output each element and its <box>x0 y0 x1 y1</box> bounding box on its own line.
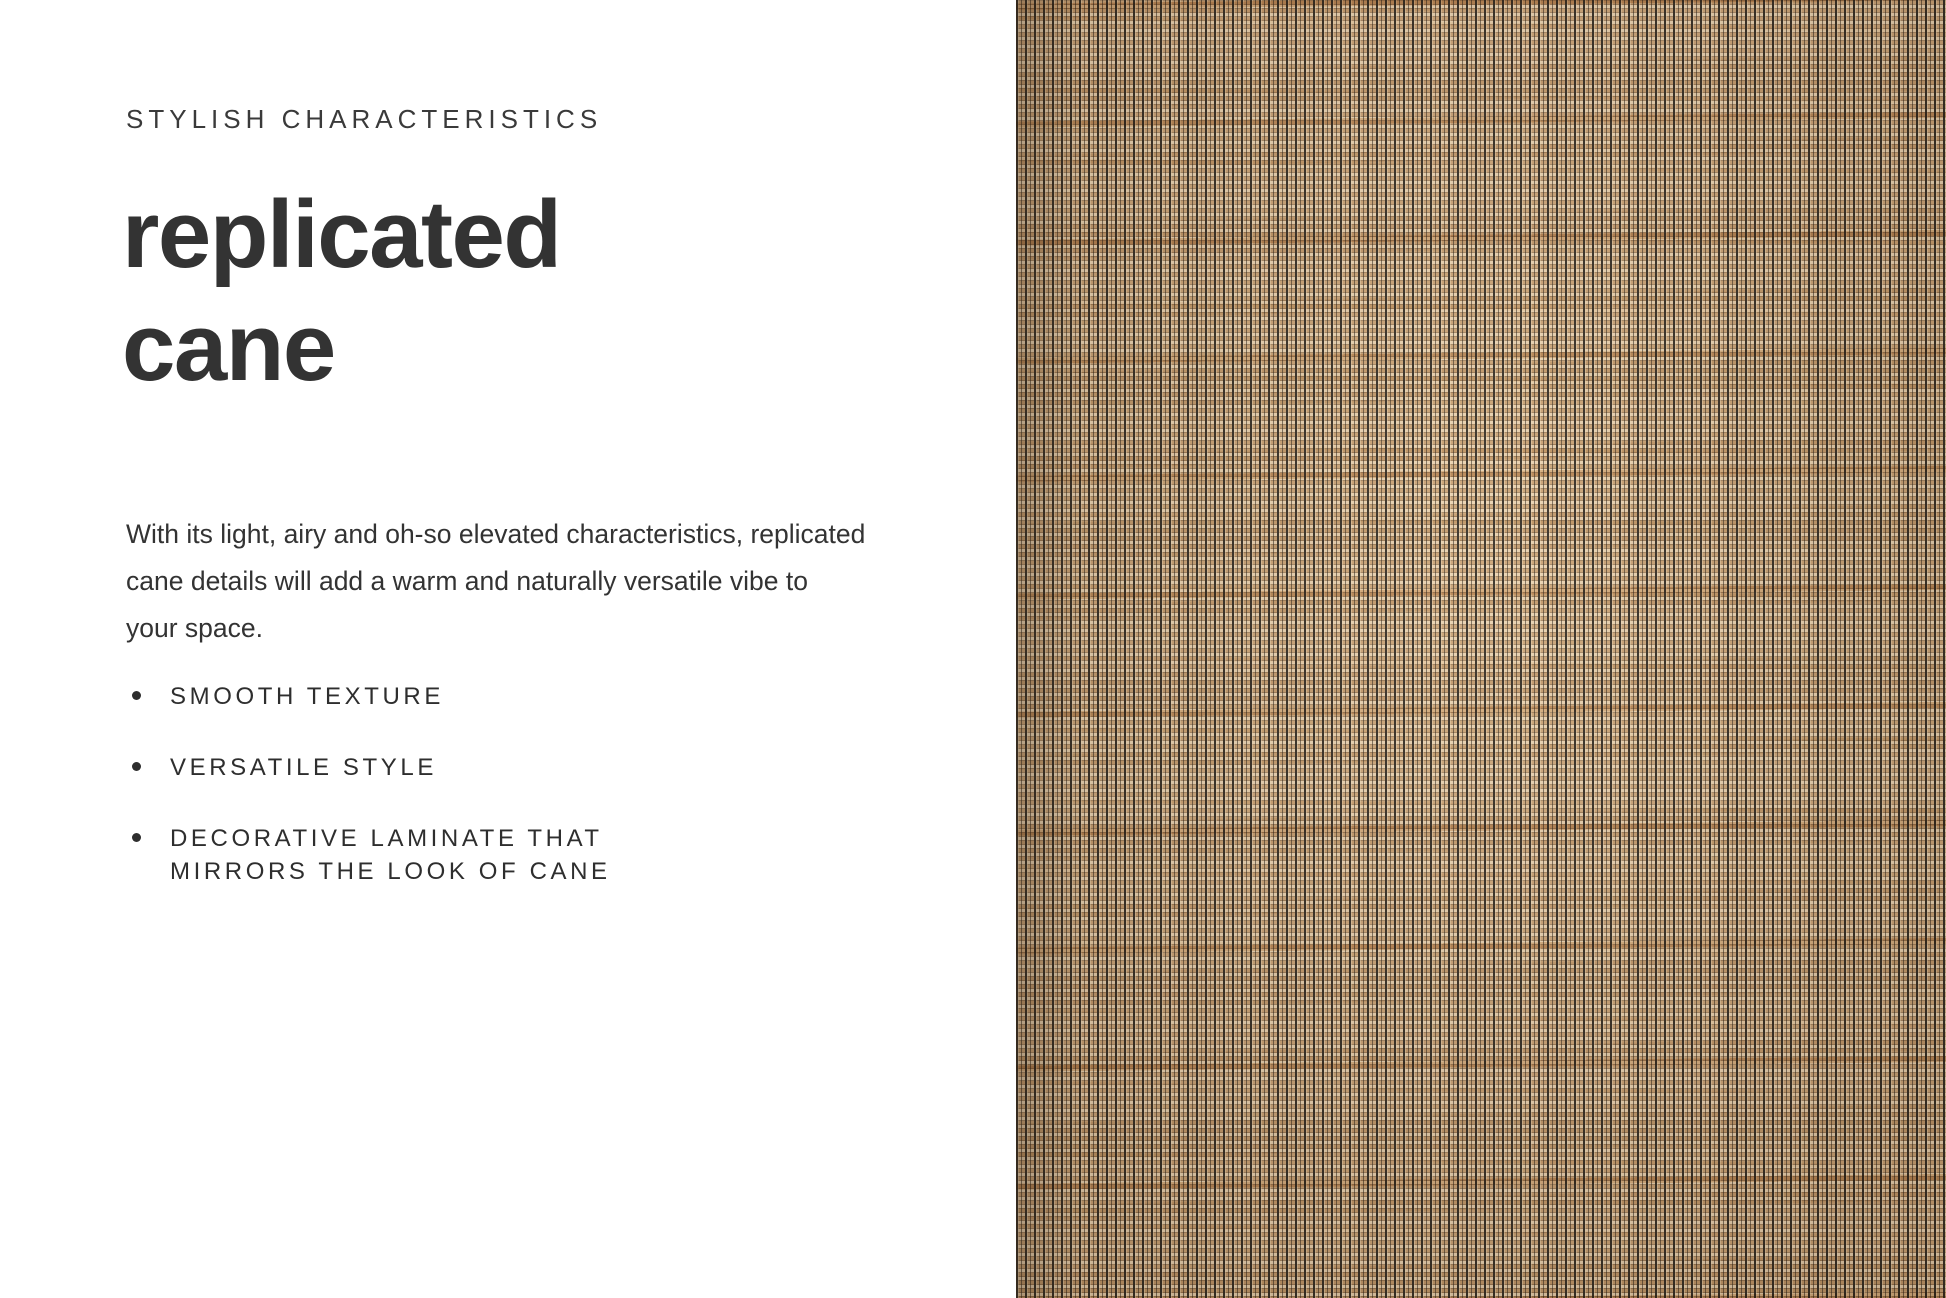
list-item-label: SMOOTH TEXTURE <box>170 683 444 710</box>
bullet-dot-icon <box>132 762 141 771</box>
eyebrow-label: STYLISH CHARACTERISTICS <box>126 104 603 134</box>
body-paragraph: With its light, airy and oh-so elevated characteristics, replicated cane details will add a warm and naturally versatile vibe to your space. <box>126 518 866 643</box>
list-item-label-line-2: MIRRORS THE LOOK OF CANE <box>170 858 611 886</box>
page-title <box>122 178 561 405</box>
woven-cane-texture-image <box>1016 0 1946 1298</box>
list-item-label: DECORATIVE LAMINATE THAT <box>170 825 603 853</box>
page-title-line-1: replicated <box>122 181 561 288</box>
feature-list <box>126 680 886 888</box>
list-item <box>126 680 886 713</box>
list-item <box>126 751 886 784</box>
page-title-line-2: cane <box>122 294 335 402</box>
list-item-label: VERSATILE STYLE <box>170 754 437 782</box>
bullet-dot-icon <box>132 691 141 700</box>
bullet-dot-icon <box>132 833 141 842</box>
list-item <box>126 822 886 888</box>
cane-slub-overlay <box>1016 0 1946 1298</box>
